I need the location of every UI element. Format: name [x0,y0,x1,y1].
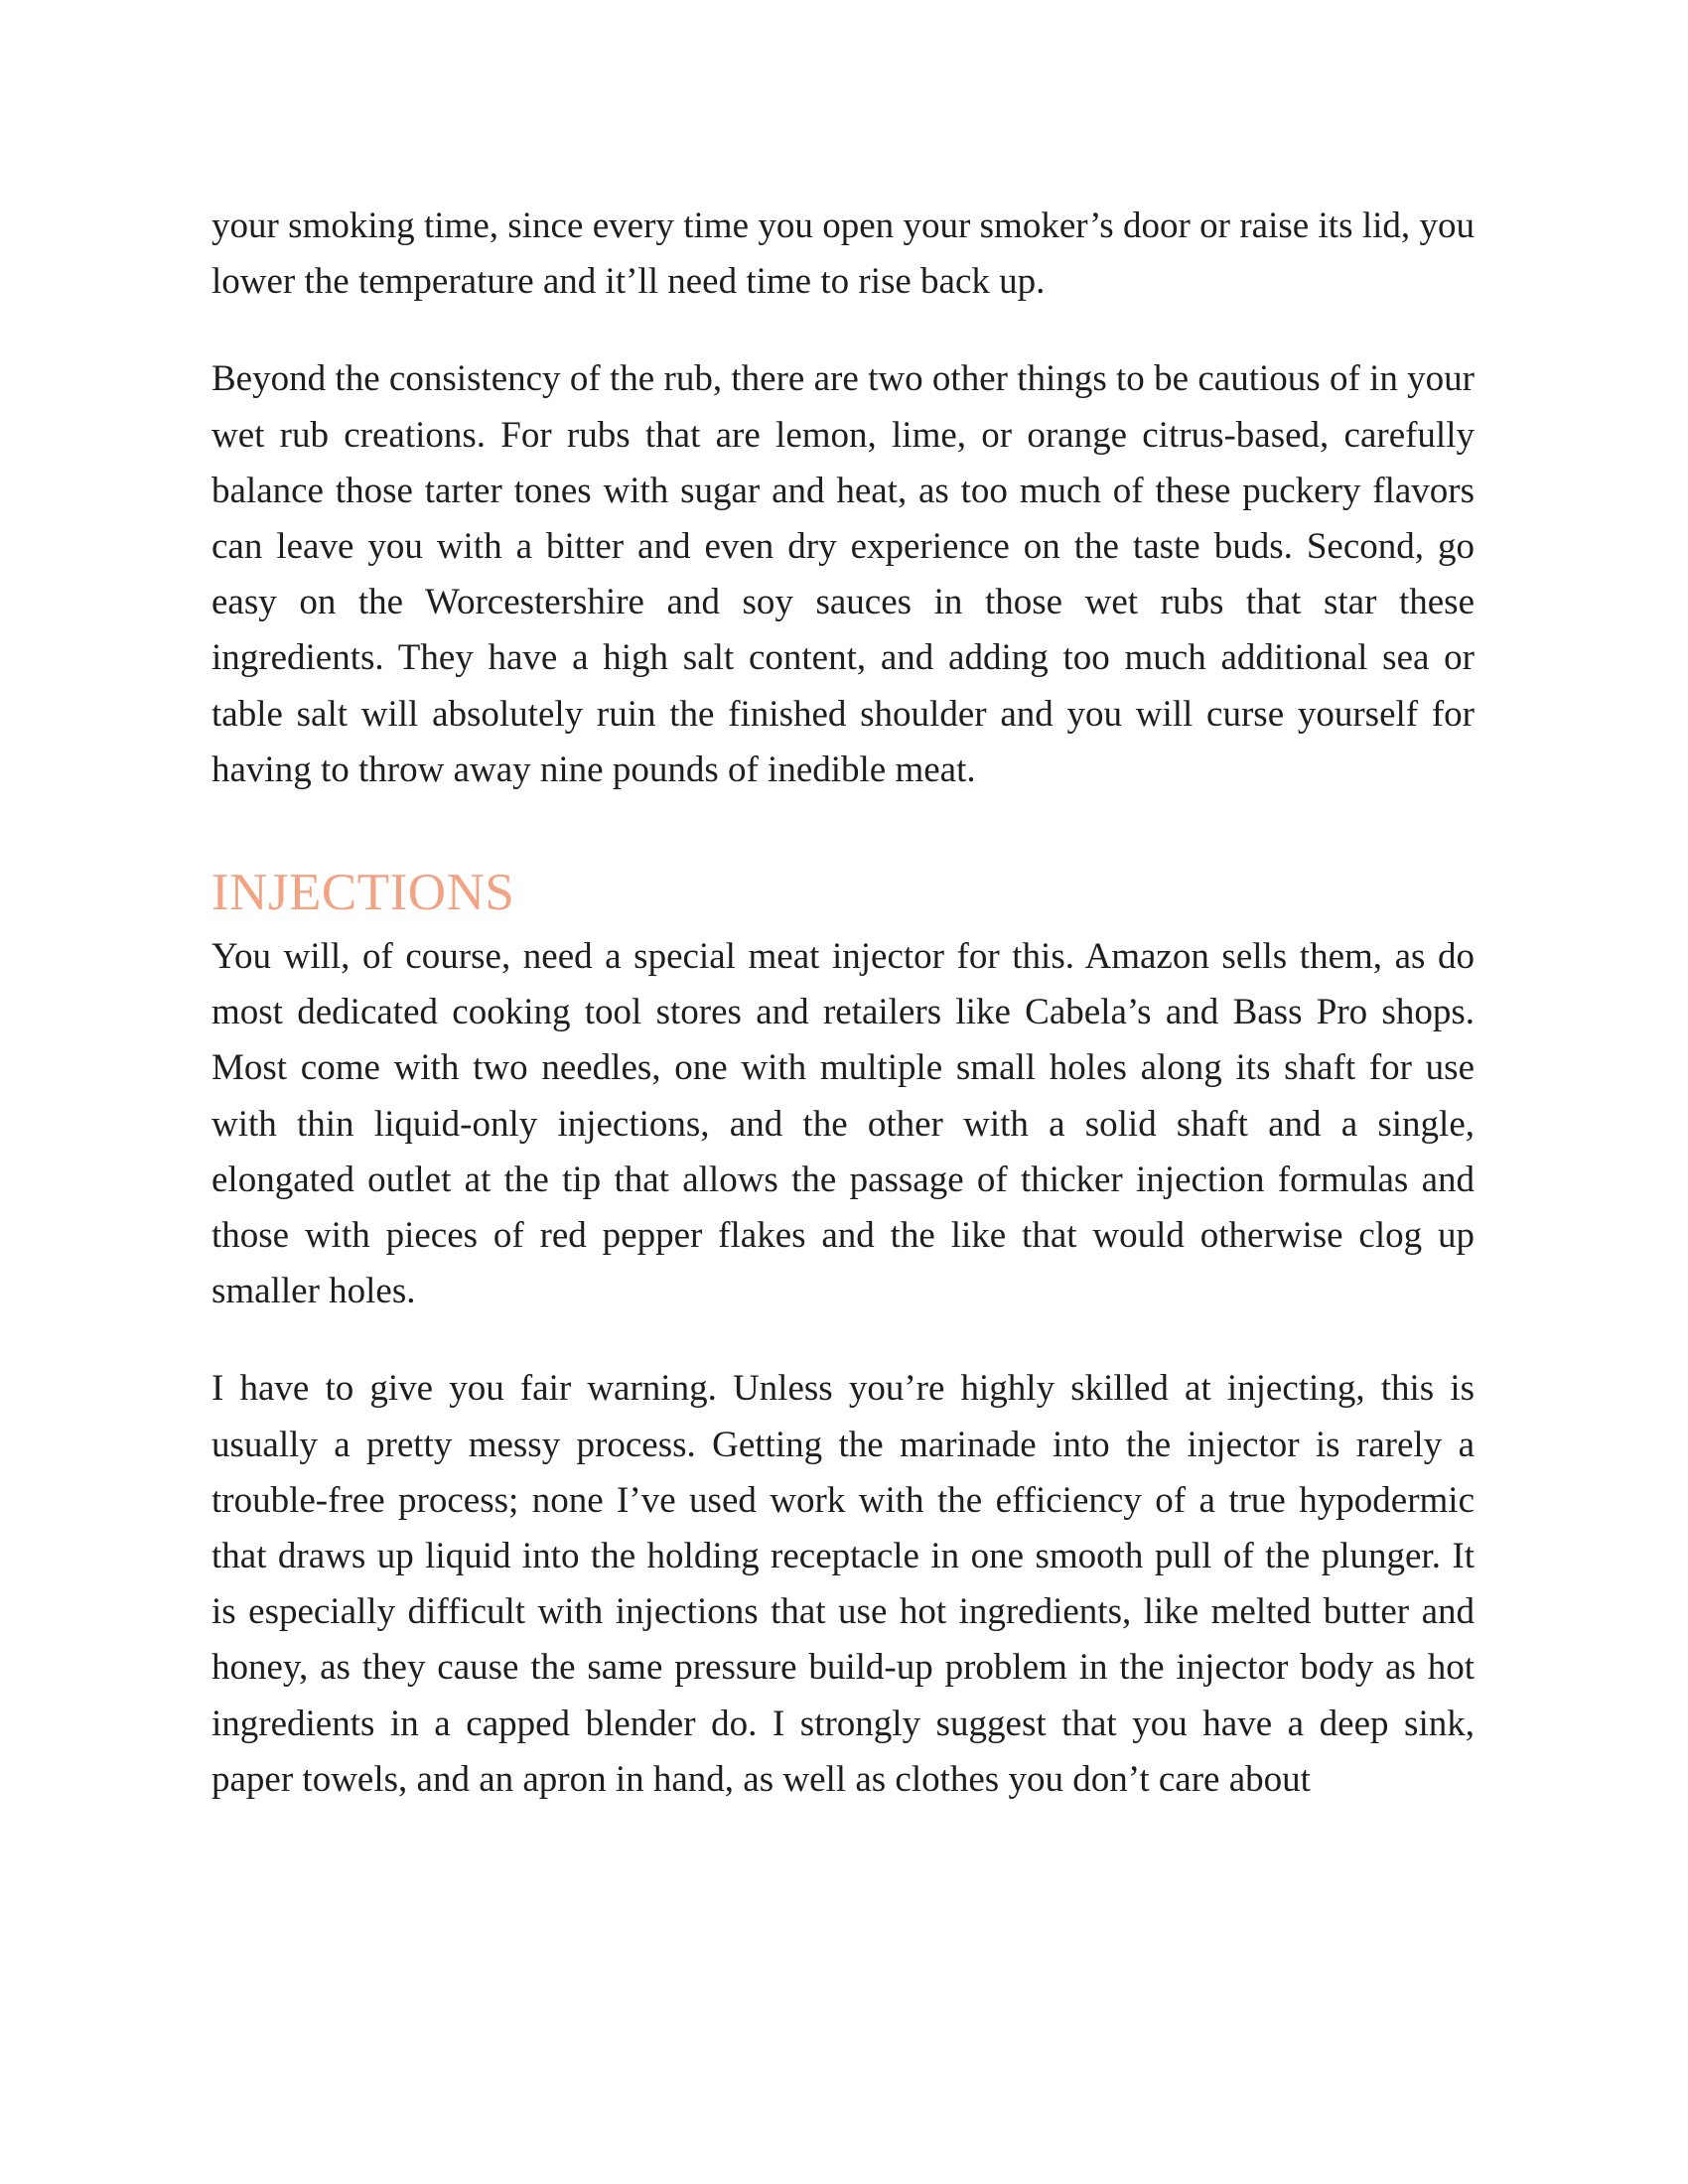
page-body [211,199,1475,1808]
paragraph-smoking-time: your smoking time, since every time you open your smoker’s door or raise its lid, you lower the temperature and it’ll need time to rise back up. [211,205,1475,303]
section-heading-injections: INJECTIONS [211,864,515,922]
paragraph-wet-rub-cautions: Beyond the consistency of the rub, there are two other things to be cautious of in your wet rub creations. For rubs that are lemon, lime, or orange citrus-based, carefully balance those tarter tones with sugar and heat, as too much of these puckery flavors can leave you with a bitter and even dry experience on the taste buds. Second, go easy on the Worcestershire and soy sauces in those wet rubs that star these ingredients. They have a high salt content, and adding too much additional sea or table salt will absolutely ruin the finished shoulder and you will curse yourself for having to throw away nine pounds of inedible meat. [211,358,1475,790]
paragraph-fair-warning: I have to give you fair warning. Unless you’re highly skilled at injecting, this is usually a pretty messy process. Getting the marinade into the injector is rarely a trouble-free process; none I’ve used work with the efficiency of a true hypodermic that draws up liquid into the holding receptacle in one smooth pull of the plunger. It is especially difficult with injections that use hot ingredients, like melted butter and honey, as they cause the same pressure build-up problem in the injector body as hot ingredients in a capped blender do. I strongly suggest that you have a deep sink, paper towels, and an apron in hand, as well as clothes you don’t care about [211,1368,1475,1800]
paragraph-meat-injector: You will, of course, need a special meat injector for this. Amazon sells them, as do most dedicated cooking tool stores and retailers like Cabela’s and Bass Pro shops. Most come with two needles, one with multiple small holes along its shaft for use with thin liquid-only injections, and the other with a solid shaft and a single, elongated outlet at the tip that allows the passage of thicker injection formulas and those with pieces of red pepper flakes and the like that would otherwise clog up smaller holes. [211,936,1475,1312]
